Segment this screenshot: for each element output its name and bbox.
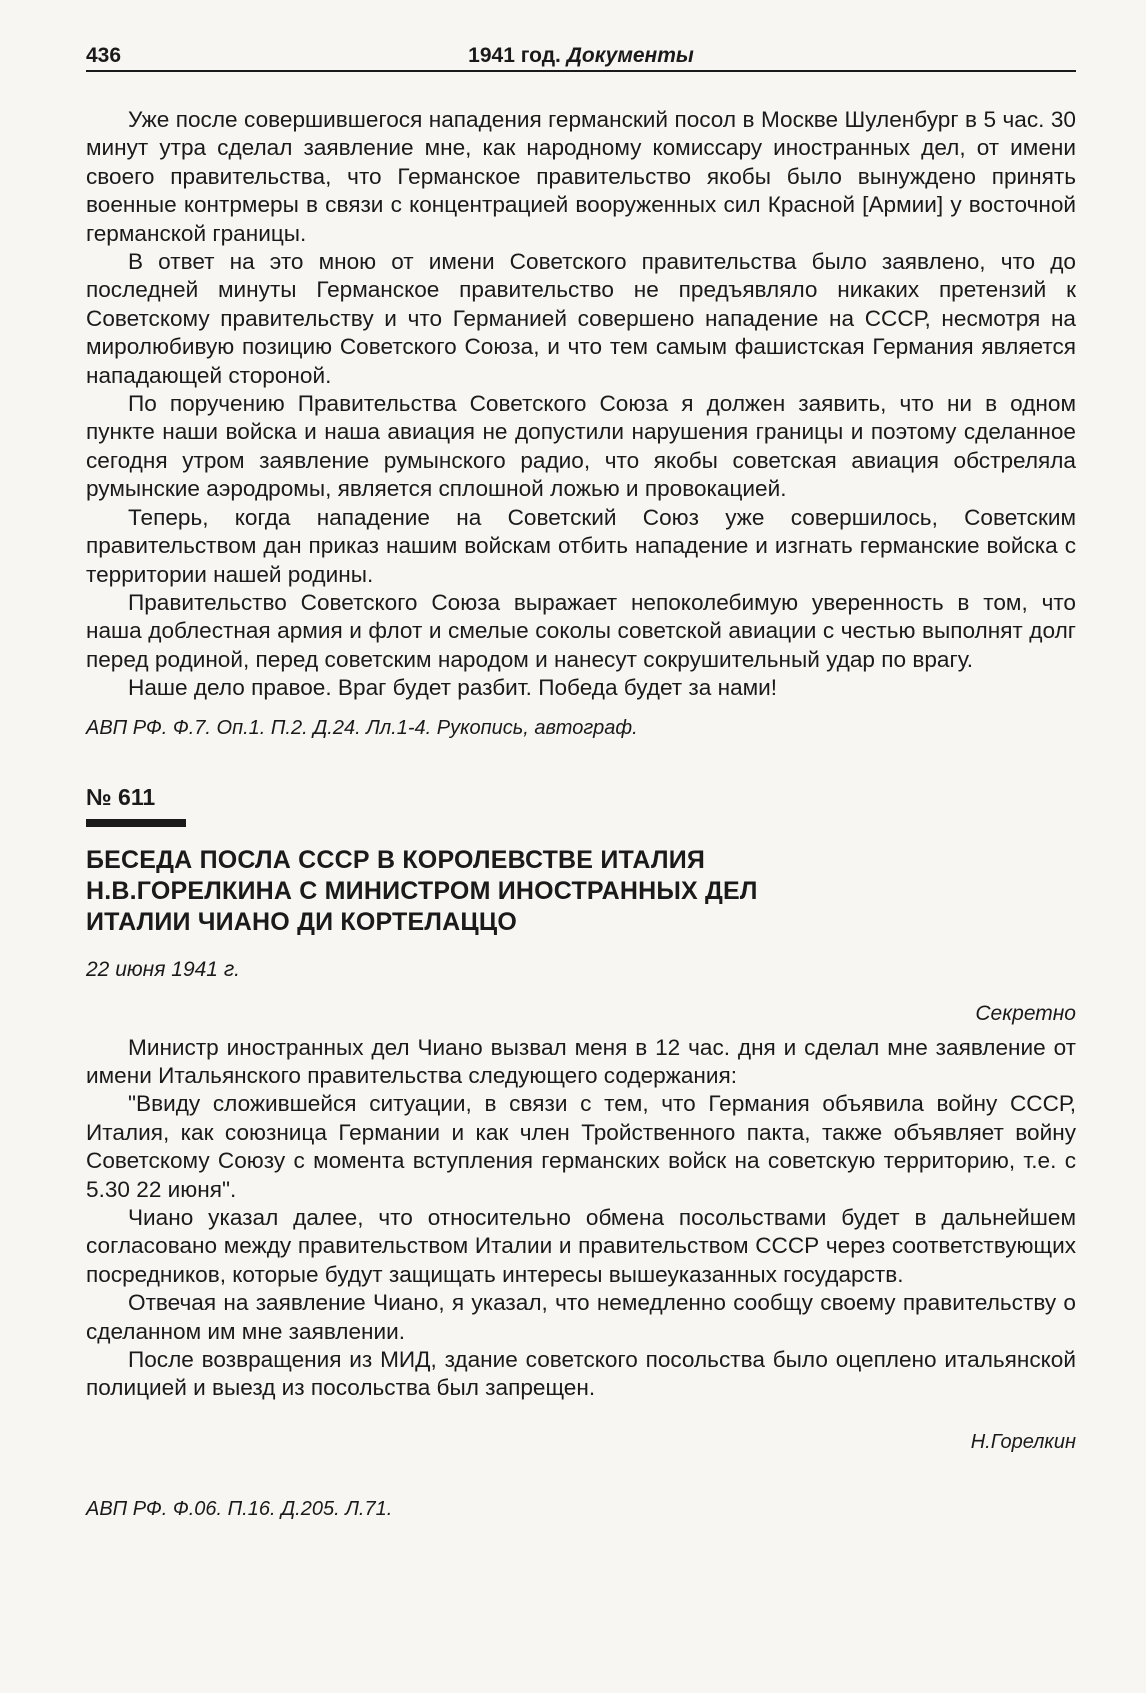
title-line: Н.В.ГОРЕЛКИНА С МИНИСТРОМ ИНОСТРАННЫХ ДЕЛ xyxy=(86,876,758,905)
paragraph: Министр иностранных дел Чиано вызвал меня в 12 час. дня и сделал мне заявление от имени Итальянского правительства следующего содержания: xyxy=(86,1034,1076,1088)
running-title-prefix: 1941 год. xyxy=(468,44,561,67)
classification-mark: Секретно xyxy=(975,1001,1076,1025)
paragraph: Теперь, когда нападение на Советский Союз уже совершилось, Советским правительством дан приказ нашим войскам отбить нападение и изгнать германские войска с территории нашей родины. xyxy=(86,504,1076,587)
title-line: БЕСЕДА ПОСЛА СССР В КОРОЛЕВСТВЕ ИТАЛИЯ xyxy=(86,845,706,874)
archive-source: АВП РФ. Ф.7. Оп.1. П.2. Д.24. Лл.1-4. Рукопись, автограф. xyxy=(86,716,638,739)
paragraph: Чиано указал далее, что относительно обмена посольствами будет в дальнейшем согласовано между правительством Италии и правительством СССР через соответствующих посредников, которые будут защищать интересы вышеуказанных государств. xyxy=(86,1204,1076,1287)
paragraph: Наше дело правое. Враг будет разбит. Победа будет за нами! xyxy=(128,675,778,701)
archive-source: АВП РФ. Ф.06. П.16. Д.205. Л.71. xyxy=(86,1497,393,1520)
document-body xyxy=(86,1034,1076,1403)
title-line: ИТАЛИИ ЧИАНО ДИ КОРТЕЛАЦЦО xyxy=(86,907,517,936)
running-title-italic: Документы xyxy=(566,44,694,67)
paragraph: В ответ на это мною от имени Советского правительства было заявлено, что до последней минуты Германское правительство не предъявляло никаких претензий к Советскому правительству и что Германией совершено нападение на СССР, несмотря на миролюбивую позицию Советского Союза, и что тем самым фашистская Германия является нападающей стороной. xyxy=(86,249,1076,388)
paragraph: После возвращения из МИД, здание советского посольства было оцеплено итальянской полицией и выезд из посольства был запрещен. xyxy=(86,1347,1076,1401)
page-number: 436 xyxy=(86,44,122,67)
document-number: № 611 xyxy=(86,783,156,810)
signature: Н.Горелкин xyxy=(970,1430,1076,1453)
paragraph: Правительство Советского Союза выражает непоколебимую уверенность в том, что наша доблестная армия и флот и смелые соколы советской авиации с честью выполнят долг перед родиной, перед советским народом и нанесут сокрушительный удар по врагу. xyxy=(86,589,1076,672)
document-title xyxy=(86,845,1076,938)
paragraph: Уже после совершившегося нападения германский посол в Москве Шуленбург в 5 час. 30 минут утра сделал заявление мне, как народному комиссару иностранных дел, от имени своего правительства, что Германское правительство якобы было вынуждено принять военные контрмеры в связи с концентрацией вооруженных сил Красной [Армии] у восточной германской границы. xyxy=(86,107,1076,246)
running-title xyxy=(86,44,1076,68)
running-header xyxy=(86,44,1076,72)
paragraph: "Ввиду сложившейся ситуации, в связи с тем, что Германия объявила войну СССР, Италия, как союзница Германии и как член Тройственного пакта, также объявляет войну Советскому Союзу с момента вступления германских войск на советскую территорию, т.е. с 5.30 22 июня". xyxy=(86,1091,1076,1202)
paragraph: По поручению Правительства Советского Союза я должен заявить, что ни в одном пункте наши войска и наша авиация не допустили нарушения границы и поэтому сделанное сегодня утром заявление румынского радио, что якобы советская авиация обстреляла румынские аэродромы, является сплошной ложью и провокацией. xyxy=(86,391,1076,502)
document-number-rule xyxy=(86,819,186,827)
paragraph: Отвечая на заявление Чиано, я указал, что немедленно сообщу своему правительству о сделанном им мне заявлении. xyxy=(86,1290,1076,1344)
document-date: 22 июня 1941 г. xyxy=(86,957,241,981)
previous-document-body xyxy=(86,106,1076,703)
